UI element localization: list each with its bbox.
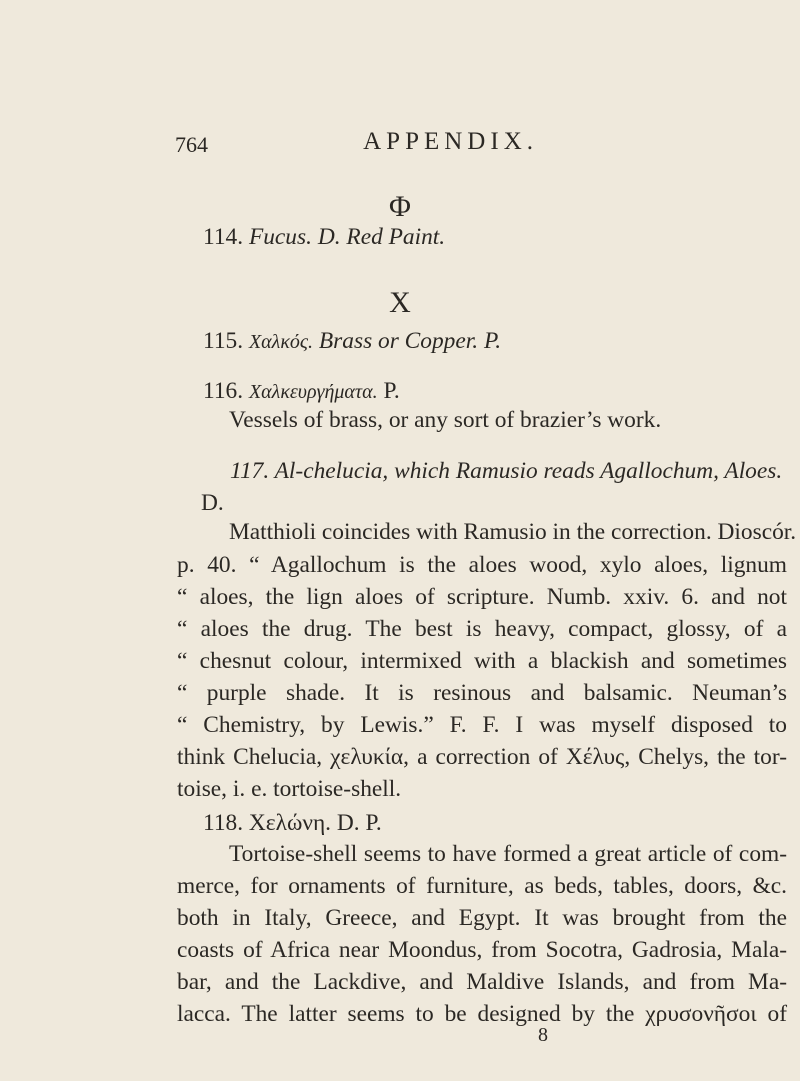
para-line: Tortoise-shell seems to have formed a great article of com- [229,841,787,867]
para-line: “ Chemistry, by Lewis.” F. F. I was myself disposed to [177,712,787,738]
para-line: “ chesnut colour, intermixed with a blackish and sometimes [177,648,787,674]
page-header [175,128,538,162]
para-line: “ aloes the drug. The best is heavy, compact, glossy, of a [177,616,787,642]
section-heading-phi: Φ [389,190,411,223]
para-line: merce, for ornaments of furniture, as beds, tables, doors, &c. [177,873,787,899]
entry-greek: Χαλκευργήματα. [248,381,378,403]
entry-number: 115. [203,328,244,354]
entry-118: 118. Χελώνη. D. P. [203,810,382,836]
signature-mark: 8 [538,1024,548,1046]
para-line: Matthioli coincides with Ramusio in the correction. Dioscór. [229,519,797,545]
para-line: coasts of Africa near Moondus, from Socotra, Gadrosia, Mala- [177,937,787,963]
entry-rest: P. [383,378,400,404]
para-line: “ aloes, the lign aloes of scripture. Numb. xxiv. 6. and not [177,584,787,610]
entry-number: 116. [203,378,244,404]
entry-116 [203,378,400,405]
entry-rest: Brass or Copper. P. [318,328,502,354]
entry-114 [203,224,445,251]
entry-117-heading: 117. Al-chelucia, which Ramusio reads Agallochum, Aloes. [230,458,783,484]
para-line: think Chelucia, χελυκία, a correction of Χέλυς, Chelys, the tor- [177,744,787,770]
para-line: lacca. The latter seems to be designed by the χρυσονῆσοι of [177,1001,787,1027]
entry-116-text: Vessels of brass, or any sort of brazier’s work. [229,407,662,433]
entry-115 [203,328,501,355]
para-line: both in Italy, Greece, and Egypt. It was brought from the [177,905,787,931]
entry-greek: Χαλκός. [248,331,314,353]
para-line: bar, and the Lackdive, and Maldive Islands, and from Ma- [177,969,787,995]
para-line: toise, i. e. tortoise-shell. [177,776,402,802]
entry-117-d: D. [201,490,224,516]
section-heading-chi: X [389,286,411,319]
page-number: 764 [175,132,208,157]
entry-rest: D. Red Paint. [317,224,446,250]
entry-term: Fucus. [248,224,312,250]
para-line: p. 40. “ Agallochum is the aloes wood, xylo aloes, lignum [177,552,787,578]
running-title: APPENDIX. [363,128,538,155]
para-line: “ purple shade. It is resinous and balsamic. Neuman’s [177,680,787,706]
entry-number: 114. [203,224,244,250]
